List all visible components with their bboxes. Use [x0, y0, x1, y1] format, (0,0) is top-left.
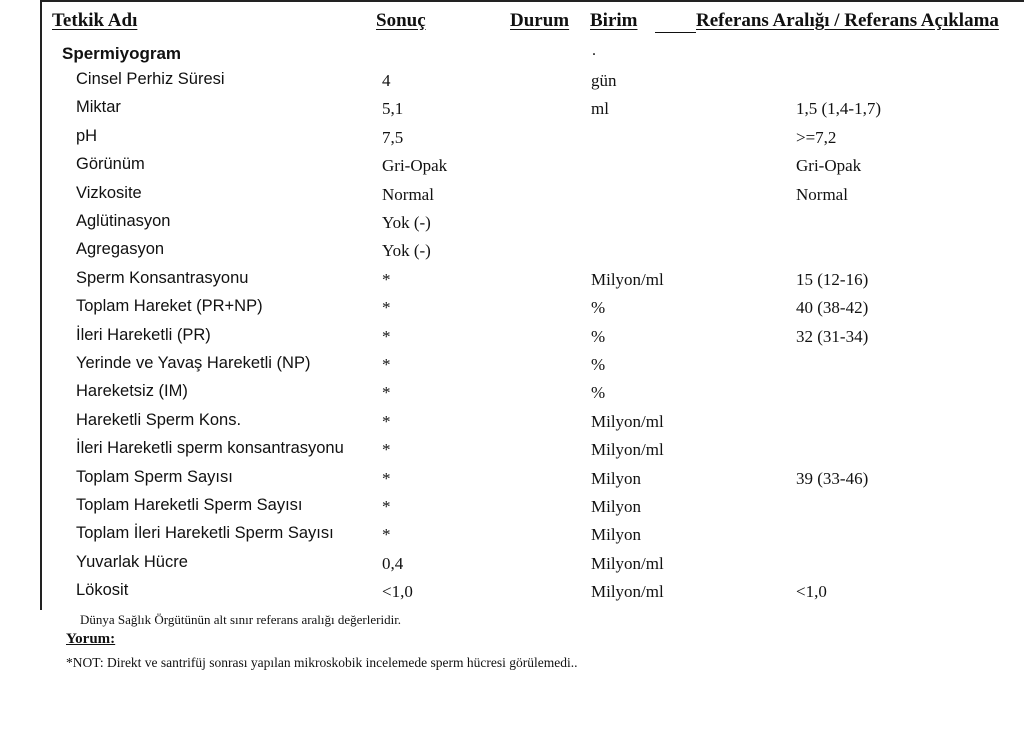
table-row [0, 70, 1024, 98]
table-row [0, 382, 1024, 410]
table-row [0, 524, 1024, 552]
row-test-name: Toplam Sperm Sayısı [76, 467, 233, 486]
row-result: <1,0 [382, 582, 413, 602]
row-test-name: Sperm Konsantrasyonu [76, 268, 249, 287]
row-result: * [382, 468, 391, 488]
comment-label: Yorum: [66, 631, 116, 647]
row-unit: Milyon/ml [591, 440, 664, 460]
row-unit: Milyon/ml [591, 411, 664, 431]
row-unit: gün [591, 71, 617, 90]
row-test-name: Toplam Hareketli Sperm Sayısı [76, 496, 303, 514]
row-result: * [382, 411, 391, 431]
table-row [0, 297, 1024, 325]
row-unit: ml [591, 99, 609, 119]
row-test-name: İleri Hareketli (PR) [76, 325, 211, 344]
row-result: * [382, 269, 391, 289]
row-test-name: Lökosit [76, 581, 129, 600]
row-unit: Milyon [591, 525, 642, 545]
table-row [0, 212, 1024, 240]
comment-text: *NOT: Direkt ve santrifüj sonrası yapılan mikroskobik incelemede sperm hücresi görülemedi.. [66, 655, 578, 670]
row-test-name: pH [76, 126, 98, 145]
table-row [0, 439, 1024, 467]
row-unit: Milyon [591, 497, 642, 516]
table-row [0, 98, 1024, 126]
row-result: * [382, 440, 391, 460]
row-test-name: Toplam Hareket (PR+NP) [76, 297, 263, 316]
row-test-name: Yuvarlak Hücre [76, 552, 188, 571]
row-reference: 15 (12-16) [796, 269, 869, 289]
section-unit-mark: . [592, 42, 596, 59]
row-result: Yok (-) [382, 241, 431, 261]
table-row [0, 553, 1024, 581]
row-reference: 1,5 (1,4-1,7) [796, 99, 881, 119]
table-row [0, 468, 1024, 496]
header-result: Sonuç [376, 10, 426, 31]
row-test-name: Toplam İleri Hareketli Sperm Sayısı [76, 524, 334, 543]
table-row [0, 581, 1024, 609]
row-test-name: İleri Hareketli sperm konsantrasyonu [76, 439, 344, 458]
row-reference: Gri-Opak [796, 156, 862, 176]
row-reference: <1,0 [796, 582, 827, 602]
row-test-name: Hareketsiz (IM) [76, 382, 188, 401]
row-result: Gri-Opak [382, 156, 448, 176]
header-reference: Referans Aralığı / Referans Açıklama [696, 10, 999, 31]
row-result: * [382, 298, 391, 318]
row-test-name: Miktar [76, 98, 121, 117]
row-result: * [382, 326, 391, 346]
table-row [0, 354, 1024, 382]
row-reference: 32 (31-34) [796, 326, 869, 346]
row-unit: % [591, 355, 606, 374]
row-test-name: Vizkosite [76, 183, 142, 202]
header-test-name: Tetkik Adı [52, 10, 138, 31]
table-row [0, 326, 1024, 354]
footnote: Dünya Sağlık Örgütünün alt sınır referans aralığı değerleridir. [80, 612, 402, 627]
row-test-name: Aglütinasyon [76, 212, 171, 230]
row-result: * [382, 497, 391, 516]
row-test-name: Görünüm [76, 155, 145, 174]
table-row [0, 184, 1024, 212]
row-result: 7,5 [382, 127, 404, 147]
header-status: Durum [510, 10, 570, 31]
row-unit: Milyon/ml [591, 269, 664, 289]
row-unit: Milyon/ml [591, 582, 664, 602]
row-unit: % [591, 298, 606, 318]
header-unit: Birim [590, 10, 638, 31]
row-result: 4 [382, 71, 391, 90]
table-row [0, 496, 1024, 524]
row-result: * [382, 525, 391, 545]
row-reference: Normal [796, 184, 848, 204]
section-title: Spermiyogram [62, 44, 182, 63]
row-result: * [382, 383, 391, 403]
table-row [0, 269, 1024, 297]
row-unit: Milyon/ml [591, 553, 664, 573]
row-test-name: Yerinde ve Yavaş Hareketli (NP) [76, 354, 311, 372]
row-test-name: Agregasyon [76, 240, 165, 259]
row-test-name: Cinsel Perhiz Süresi [76, 70, 225, 88]
row-reference: 39 (33-46) [796, 468, 869, 488]
row-result: 5,1 [382, 99, 404, 119]
row-test-name: Hareketli Sperm Kons. [76, 410, 242, 429]
header-rule [655, 32, 696, 33]
table-row [0, 411, 1024, 439]
frame-top-border [40, 0, 1024, 2]
row-result: 0,4 [382, 553, 404, 573]
row-reference: 40 (38-42) [796, 298, 869, 318]
table-row [0, 127, 1024, 155]
row-unit: % [591, 383, 606, 403]
table-row [0, 155, 1024, 183]
row-reference: >=7,2 [796, 127, 837, 147]
table-row [0, 240, 1024, 268]
row-unit: % [591, 326, 606, 346]
row-unit: Milyon [591, 468, 642, 488]
row-result: Yok (-) [382, 213, 431, 232]
row-result: * [382, 355, 391, 374]
row-result: Normal [382, 184, 434, 204]
